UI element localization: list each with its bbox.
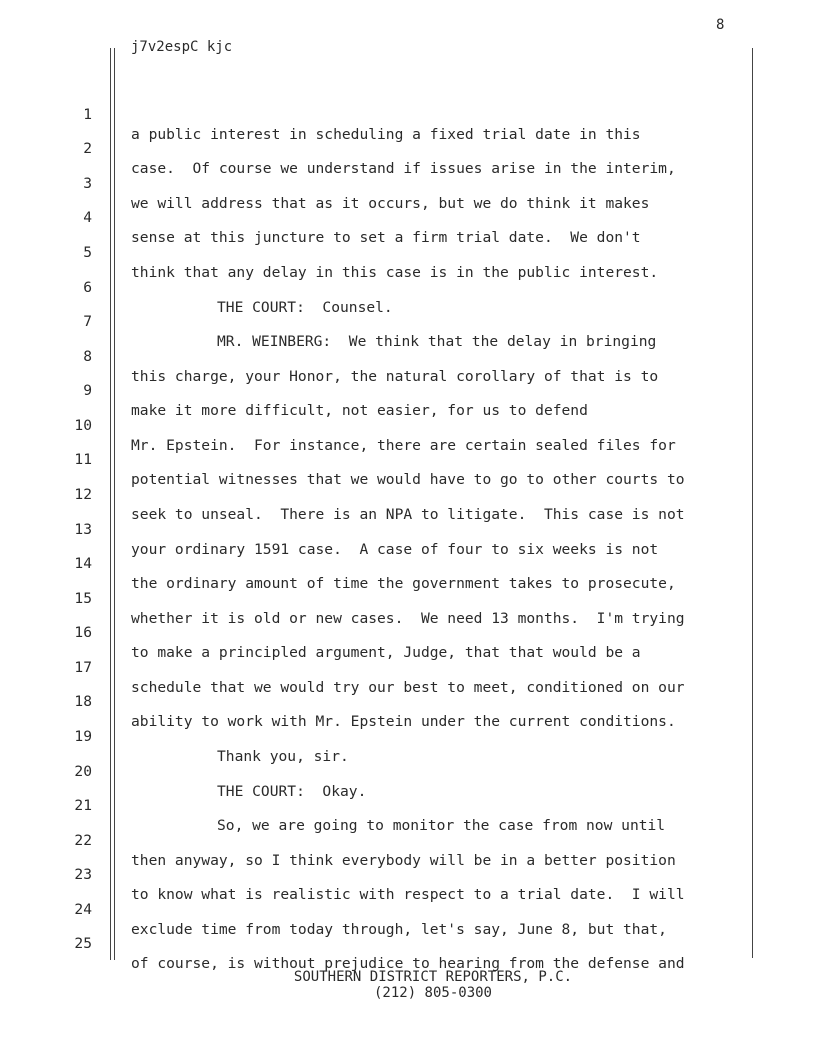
transcript-line <box>0 292 816 350</box>
line-number: 18 <box>74 693 92 710</box>
transcript-line <box>0 361 816 419</box>
page-footer <box>0 969 816 1001</box>
line-number: 4 <box>83 209 92 226</box>
line-number: 7 <box>83 313 92 330</box>
reporter-name: SOUTHERN DISTRICT REPORTERS, P.C. <box>293 969 573 985</box>
transcript-line <box>0 638 816 696</box>
line-text: MR. WEINBERG: We think that the delay in bringing <box>217 333 657 350</box>
line-number: 2 <box>83 140 92 157</box>
line-number: 8 <box>83 348 92 365</box>
line-number: 23 <box>74 866 92 883</box>
transcript-line <box>0 742 816 800</box>
line-number: 16 <box>74 624 92 641</box>
transcript-line <box>0 119 816 177</box>
transcript-line <box>0 154 816 212</box>
page-number: 8 <box>716 17 725 33</box>
transcript-line <box>0 223 816 281</box>
line-text: your ordinary 1591 case. A case of four to six weeks is not <box>131 541 659 558</box>
reporter-phone: (212) 805-0300 <box>373 985 492 1001</box>
transcript-line <box>0 430 816 488</box>
transcript-line <box>0 569 816 627</box>
line-number: 11 <box>74 451 92 468</box>
transcript-line <box>0 603 816 661</box>
document-id: j7v2espC kjc <box>131 39 233 55</box>
transcript-line <box>0 258 816 316</box>
line-text: seek to unseal. There is an NPA to litigate. This case is not <box>131 506 685 523</box>
line-text: exclude time from today through, let's say, June 8, but that, <box>131 921 667 938</box>
transcript-line <box>0 188 816 246</box>
transcript-line <box>0 707 816 765</box>
line-number: 24 <box>74 901 92 918</box>
transcript-line <box>0 396 816 454</box>
transcript-line <box>0 465 816 523</box>
transcript-line <box>0 327 816 385</box>
line-text: a public interest in scheduling a fixed trial date in this <box>131 126 641 143</box>
line-text: think that any delay in this case is in the public interest. <box>131 264 659 281</box>
line-number: 3 <box>83 175 92 192</box>
line-number: 17 <box>74 659 92 676</box>
line-number: 14 <box>74 555 92 572</box>
line-text: case. Of course we understand if issues arise in the interim, <box>131 160 676 177</box>
line-number: 9 <box>83 382 92 399</box>
line-number: 13 <box>74 521 92 538</box>
line-text: the ordinary amount of time the government takes to prosecute, <box>131 575 676 592</box>
transcript-line <box>0 776 816 834</box>
line-text: Thank you, sir. <box>217 748 349 765</box>
line-number: 25 <box>74 935 92 952</box>
line-number: 15 <box>74 590 92 607</box>
line-number: 12 <box>74 486 92 503</box>
line-number: 6 <box>83 279 92 296</box>
line-text: then anyway, so I think everybody will be in a better position <box>131 852 676 869</box>
transcript-line <box>0 534 816 592</box>
line-text: we will address that as it occurs, but we do think it makes <box>131 195 650 212</box>
line-number: 21 <box>74 797 92 814</box>
transcript-line <box>0 672 816 730</box>
line-text: ability to work with Mr. Epstein under the current conditions. <box>131 713 676 730</box>
line-number: 1 <box>83 106 92 123</box>
line-text: Mr. Epstein. For instance, there are certain sealed files for <box>131 437 676 454</box>
line-text: THE COURT: Okay. <box>217 783 367 800</box>
line-text: to make a principled argument, Judge, that that would be a <box>131 644 641 661</box>
line-text: So, we are going to monitor the case from now until <box>217 817 666 834</box>
line-text: to know what is realistic with respect to a trial date. I will <box>131 886 685 903</box>
line-number: 10 <box>74 417 92 434</box>
transcript-line <box>0 500 816 558</box>
line-text: whether it is old or new cases. We need 13 months. I'm trying <box>131 610 685 627</box>
line-text: make it more difficult, not easier, for us to defend <box>131 402 588 419</box>
line-text: sense at this juncture to set a firm trial date. We don't <box>131 229 641 246</box>
transcript-line <box>0 811 816 869</box>
line-text: schedule that we would try our best to meet, conditioned on our <box>131 679 685 696</box>
transcript-line <box>0 880 816 938</box>
line-text: THE COURT: Counsel. <box>217 299 393 316</box>
line-number: 22 <box>74 832 92 849</box>
line-number: 19 <box>74 728 92 745</box>
line-number: 5 <box>83 244 92 261</box>
transcript-line <box>0 85 816 143</box>
transcript-line <box>0 845 816 903</box>
line-text: potential witnesses that we would have to go to other courts to <box>131 471 685 488</box>
transcript-line <box>0 914 816 972</box>
line-number: 20 <box>74 763 92 780</box>
line-text: of course, is without prejudice to hearing from the defense and <box>131 955 685 972</box>
line-text: this charge, your Honor, the natural corollary of that is to <box>131 368 659 385</box>
